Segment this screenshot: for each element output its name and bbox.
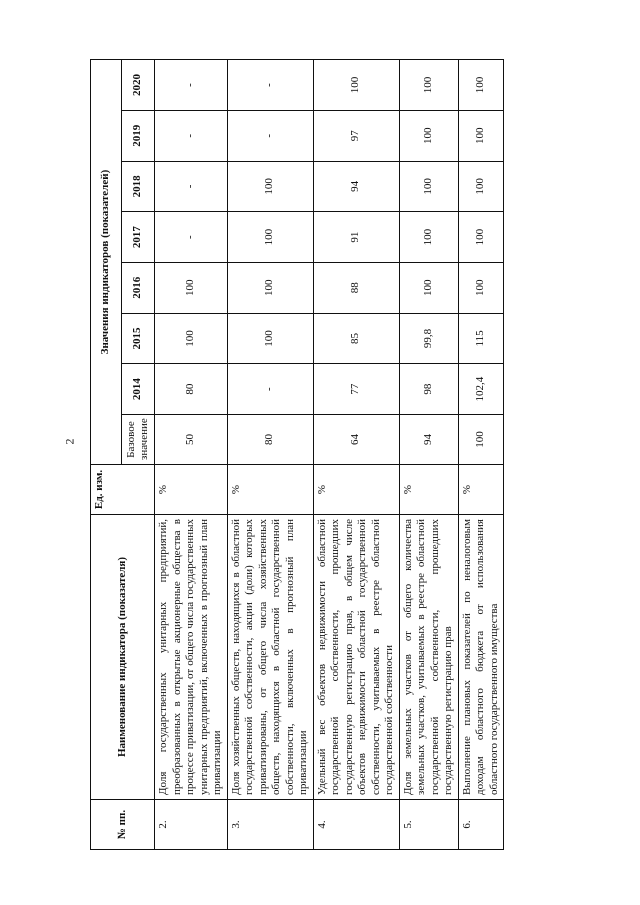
row-value: 100 [399, 60, 458, 111]
table-row [313, 60, 399, 850]
row-num: 4. [313, 800, 399, 850]
header-year: 2019 [122, 110, 155, 161]
row-value: 100 [458, 110, 504, 161]
header-year: 2014 [122, 364, 155, 415]
row-value: 100 [399, 212, 458, 263]
header-values-group: Значения индикаторов (показателей) [91, 60, 122, 465]
row-value: - [155, 161, 228, 212]
row-value: 100 [399, 161, 458, 212]
row-name: Доля государственных унитарных предприятий, преобразованных в открытые акционерные общества в процессе приватизации, от общего числа государственных унитарных предприятий, включенных в прогнозный план приватизации [155, 515, 228, 800]
row-value: 100 [399, 110, 458, 161]
row-unit: % [399, 465, 458, 515]
row-value: 100 [458, 60, 504, 111]
row-num: 3. [227, 800, 313, 850]
table-row [155, 60, 228, 850]
header-year: 2015 [122, 313, 155, 364]
row-value: 88 [313, 262, 399, 313]
row-name: Удельный вес объектов недвижимости областной государственной собственности, прошедших государственную регистрацию прав, в общем числе объектов недвижимости областной государственной собственности, учитываемых в реестре областной государственной собственности [313, 515, 399, 800]
row-name: Доля хозяйственных обществ, находящихся в областной государственной собственности, акции (доли) которых приватизированы, от общего числа хозяйственных обществ, находящихся в областной государственной собственности, включенных в прогнозный план приватизации [227, 515, 313, 800]
page-number: 2 [62, 438, 77, 445]
row-base: 64 [313, 415, 399, 465]
row-value: 100 [227, 161, 313, 212]
row-num: 6. [458, 800, 504, 850]
row-value: - [227, 364, 313, 415]
row-base: 100 [458, 415, 504, 465]
row-value: 80 [155, 364, 228, 415]
row-value: - [227, 60, 313, 111]
row-value: 100 [227, 313, 313, 364]
header-year: 2017 [122, 212, 155, 263]
row-value: 100 [227, 212, 313, 263]
row-value: 100 [458, 262, 504, 313]
row-value: 100 [313, 60, 399, 111]
row-value: 100 [399, 262, 458, 313]
row-name: Доля земельных участков от общего количества земельных участков, учитываемых в реестре областной государственной собственности, прошедших государственную регистрацию прав [399, 515, 458, 800]
row-name: Выполнение плановых показателей по неналоговым доходам областного бюджета от использования областного государственного имущества [458, 515, 504, 800]
row-value: 77 [313, 364, 399, 415]
row-value: 97 [313, 110, 399, 161]
rotated-table-container [90, 60, 530, 850]
row-value: 85 [313, 313, 399, 364]
row-unit: % [458, 465, 504, 515]
table-row [227, 60, 313, 850]
header-name: Наименование индикатора (показателя) [91, 515, 155, 800]
header-num: № пп. [91, 800, 155, 850]
table-row [458, 60, 504, 850]
header-base: Базовое значение [122, 415, 155, 465]
row-unit: % [155, 465, 228, 515]
row-unit: % [227, 465, 313, 515]
table-row [399, 60, 458, 850]
indicators-table [90, 59, 504, 850]
row-value: 100 [227, 262, 313, 313]
row-value: 102,4 [458, 364, 504, 415]
row-value: 98 [399, 364, 458, 415]
row-value: 94 [313, 161, 399, 212]
row-value: 91 [313, 212, 399, 263]
header-year: 2018 [122, 161, 155, 212]
header-row-1 [91, 60, 122, 850]
row-value: 100 [155, 313, 228, 364]
row-base: 50 [155, 415, 228, 465]
header-year: 2016 [122, 262, 155, 313]
row-value: - [155, 212, 228, 263]
header-unit: Ед. изм. [91, 465, 155, 515]
row-value: - [155, 110, 228, 161]
row-num: 2. [155, 800, 228, 850]
row-value: 100 [458, 161, 504, 212]
row-base: 94 [399, 415, 458, 465]
row-value: - [227, 110, 313, 161]
row-value: 115 [458, 313, 504, 364]
row-num: 5. [399, 800, 458, 850]
row-value: - [155, 60, 228, 111]
row-base: 80 [227, 415, 313, 465]
row-unit: % [313, 465, 399, 515]
row-value: 99,8 [399, 313, 458, 364]
header-year: 2020 [122, 60, 155, 111]
row-value: 100 [155, 262, 228, 313]
row-value: 100 [458, 212, 504, 263]
